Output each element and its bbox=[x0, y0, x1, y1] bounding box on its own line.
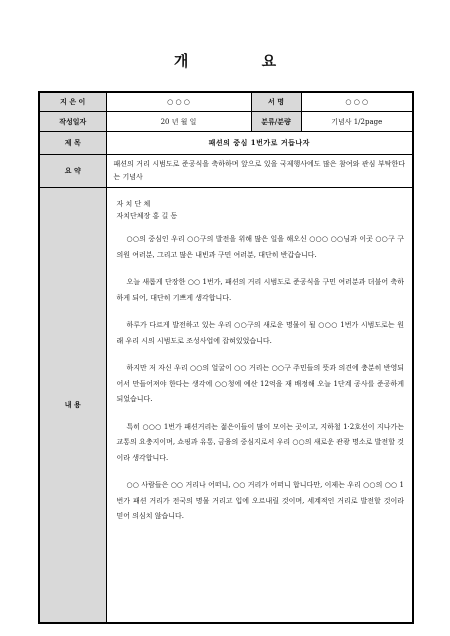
author-row bbox=[39, 92, 413, 112]
author-value: ○ ○ ○ bbox=[106, 92, 251, 112]
content-row bbox=[39, 188, 413, 624]
subject-row bbox=[39, 132, 413, 155]
page-title: 개 요 bbox=[173, 52, 311, 70]
subject-value: 패션의 중심 1번가로 거듭나자 bbox=[106, 132, 413, 155]
speech-paragraph-5: 특히 ○○○ 1번가 패션거리는 젊은이들이 많이 모이는 곳이고, 지하철 1·2호선이 지나가는 교통의 요충지이며, 쇼핑과 유통, 금융의 중심지로서 우리 ○○의 새로운 관광 명소로 발전할 것이라 생각합니다. bbox=[116, 422, 404, 462]
summary-row bbox=[39, 155, 413, 188]
category-value: 기념사 1/2page bbox=[301, 112, 413, 132]
document-form bbox=[38, 91, 414, 624]
speech-paragraph-2: 오늘 새롭게 단장한 ○○ 1번가, 패션의 거리 시범도로 준공식을 구민 여러분과 더불어 축하하게 되어, 대단히 기쁘게 생각합니다. bbox=[116, 278, 404, 302]
date-label: 작성일자 bbox=[39, 112, 106, 132]
summary-value: 패션의 거리 시범도로 준공식을 축하하며 앞으로 있을 국제행사에도 많은 참여와 관심 부탁한다는 기념사 bbox=[106, 155, 413, 188]
speech-paragraph-6: ○○ 사람들은 ○○ 거리나 어떠니, ○○ 거리가 어떠니 합니다만, 이제는 우리 ○○의 ○○ 1번가 패션 거리가 전국의 명물 거리고 입에 오르내릴 것이며, 세계적인 거리로 발전할 것이라 믿어 의심치 않습니다. bbox=[116, 481, 404, 520]
organization-block bbox=[117, 198, 405, 222]
signature-label: 서 명 bbox=[251, 92, 301, 112]
subject-label: 제 목 bbox=[39, 132, 106, 155]
summary-label: 요 약 bbox=[39, 155, 106, 188]
date-value: 20 년 월 일 bbox=[106, 112, 251, 132]
speech-paragraph-1: ○○의 중심인 우리 ○○구의 발전을 위해 많은 일을 해오신 ○○○ ○○님과 이곳 ○○구 구의원 여러분, 그리고 많은 내빈과 구민 여러분, 대단히 반갑습니다. bbox=[116, 235, 404, 259]
signature-value: ○ ○ ○ bbox=[301, 92, 413, 112]
category-label: 분류/분량 bbox=[251, 112, 301, 132]
content-body bbox=[106, 188, 413, 624]
speech-paragraph-4: 하지만 저 자신 우리 ○○의 얼굴이 ○○ 거리는 ○○구 주민들의 뜻과 의견에 충분히 반영되어서 만들어져야 한다는 생각에 ○○청에 예산 12억을 재 배정해 오늘 1단계 공사를 준공하게 되었습니다. bbox=[116, 364, 404, 403]
content-label: 내 용 bbox=[39, 188, 106, 624]
organization-head: 자치단체장 홍 길 동 bbox=[116, 212, 178, 220]
speech-paragraph-3: 하루가 다르게 발전하고 있는 우리 ○○구의 새로운 명물이 될 ○○○ 1번가 시범도로는 원래 우리 시의 시범도로 조성사업에 잡혀있었습니다. bbox=[116, 321, 404, 345]
organization-name: 자 치 단 체 bbox=[116, 200, 151, 208]
date-row bbox=[39, 112, 413, 132]
author-label: 지 은 이 bbox=[39, 92, 106, 112]
